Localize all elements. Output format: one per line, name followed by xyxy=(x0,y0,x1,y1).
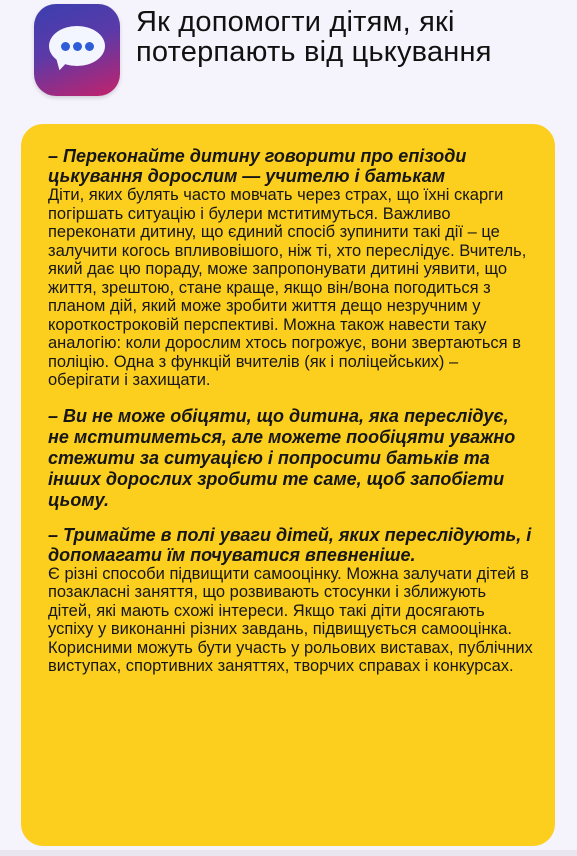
section-3-body: Є різні способи підвищити самооцінку. Можна залучати дітей в позакласні заняття, що розвивають стосунки і зближують дітей, які мають схожі інтереси. Якщо такі діти досягають успіху у виконанні різних завдань, підвищується самооцінка. Корисними можуть бути участь у рольових виставах, публічних виступах, спортивних заняттях, творчих справах і конкурсах. xyxy=(48,564,533,675)
section-2-heading: – Ви не може обіцяти, що дитина, яка переслідує, не мститиметься, але можете пообіцяти уважно стежити за ситуацією і попросити батьків та інших дорослих зробити те саме, щоб запобігти цьому. xyxy=(48,405,516,510)
header xyxy=(0,0,577,112)
section-1-body: Діти, яких булять часто мовчать через страх, що їхні скарги погіршать ситуацію і булери мститимуться. Важливо переконати дитину, що єдиний спосіб зупинити такі дії – це залучити когось впливовішого, ніж ті, хто переслідує. Вчитель, який дає цю пораду, може запропонувати дитині уявити, що життя, зрештою, стане краще, якщо він/вона погодиться з планом дій, який може зробити життя дещо незручним у короткостроковій перспективі. Можна також навести таку аналогію: коли дорослим хтось погрожує, вони звертаються в поліцію. Одна з функцій вчителів (як і поліцейських) – оберігати і захищати. xyxy=(48,186,527,389)
section-1-heading: – Переконайте дитину говорити про епізоди цькування дорослим — учителю і батькам xyxy=(48,146,467,186)
chat-bubble-icon xyxy=(34,4,120,96)
page-title: Як допомогти дітям, які потерпають від цькування xyxy=(136,6,492,68)
bottom-bar xyxy=(0,850,577,856)
info-card xyxy=(21,124,555,846)
section-3-heading: – Тримайте в полі уваги дітей, яких переслідують, і допомагати їм почуватися впевненіше. xyxy=(48,524,532,565)
